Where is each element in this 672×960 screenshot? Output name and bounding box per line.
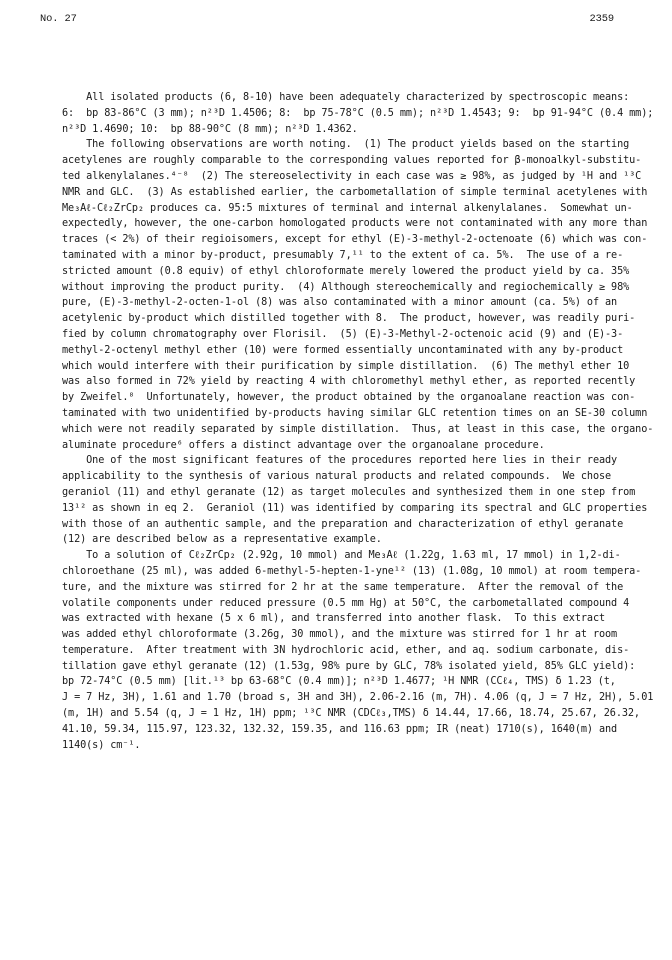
text-line: The following observations are worth noting. (1) The product yields based on the starting	[62, 139, 630, 151]
text-line: (m, 1H) and 5.54 (q, J = 1 Hz, 1H) ppm; ¹³C NMR (CDCℓ₃,TMS) δ 14.44, 17.66, 18.74, 25.67, 26.32,	[62, 708, 640, 720]
text-line: acetylenic by-product which distilled together with 8. The product, however, was readily puri-	[62, 313, 636, 325]
text-line: methyl-2-octenyl methyl ether (10) were formed essentially uncontaminated with any by-product	[62, 344, 624, 356]
text-line: Me₃Aℓ-Cℓ₂ZrCp₂ produces ca. 95:5 mixtures of terminal and internal alkenylalanes. Somewhat un-	[62, 202, 633, 214]
text-line: (12) are described below as a representative example.	[62, 534, 382, 546]
text-line: with those of an authentic sample, and the preparation and characterization of ethyl geranate	[62, 518, 624, 530]
text-line: geraniol (11) and ethyl geranate (12) as target molecules and synthesized them in one step from	[62, 486, 636, 498]
article-body	[62, 90, 654, 769]
text-line: chloroethane (25 ml), was added 6-methyl-5-hepten-1-yne¹² (13) (1.08g, 10 mmol) at room tempera-	[62, 565, 642, 577]
text-line: All isolated products (6, 8-10) have been adequately characterized by spectroscopic means:	[62, 92, 630, 103]
page-number: 2359	[589, 13, 614, 25]
text-line: bp 72-74°C (0.5 mm) [lit.¹³ bp 63-68°C (0.4 mm)]; n²³D 1.4677; ¹H NMR (CCℓ₄, TMS) δ 1.23 (t,	[62, 676, 616, 688]
text-line: 13¹² as shown in eq 2. Geraniol (11) was identified by comparing its spectral and GLC properties	[62, 502, 648, 514]
text-line: temperature. After treatment with 3N hydrochloric acid, ether, and aq. sodium carbonate, dis-	[62, 644, 630, 656]
text-line: by Zweifel.⁸ Unfortunately, however, the product obtained by the organoalane reaction was con-	[62, 392, 636, 404]
text-line: 1140(s) cm⁻¹.	[62, 739, 141, 751]
text-line: J = 7 Hz, 3H), 1.61 and 1.70 (broad s, 3H and 3H), 2.06-2.16 (m, 7H). 4.06 (q, J = 7 Hz, 2H), 5.01	[62, 692, 654, 704]
text-line: pure, (E)-3-methyl-2-octen-1-ol (8) was also contaminated with a minor amount (ca. 5%) of an	[62, 297, 618, 309]
text-line: which would interfere with their purification by simple distillation. (6) The methyl ether 10	[62, 360, 630, 372]
text-line: volatile components under reduced pressure (0.5 mm Hg) at 50°C, the carbometallated compound 4	[62, 597, 630, 609]
text-line: was also formed in 72% yield by reacting 4 with chloromethyl methyl ether, as reported recently	[62, 376, 636, 388]
text-line: ted alkenylalanes.⁴⁻⁸ (2) The stereoselectivity in each case was ≥ 98%, as judged by ¹H and ¹³C	[62, 170, 642, 182]
text-line	[62, 753, 639, 769]
text-line: without improving the product purity. (4) Although stereochemically and regiochemically ≥ 98%	[62, 281, 630, 293]
text-line: 6: bp 83-86°C (3 mm); n²³D 1.4506; 8: bp 75-78°C (0.5 mm); n²³D 1.4543; 9: bp 91-94°C (0.4 mm);	[62, 107, 654, 119]
text-line: n²³D 1.4690; 10: bp 88-90°C (8 mm); n²³D 1.4362.	[62, 123, 358, 135]
text-line: taminated with two unidentified by-products having similar GLC retention times on an SE-30 column	[62, 407, 648, 419]
text-line: taminated with a minor by-product, presumably 7,¹¹ to the extent of ca. 5%. The use of a re-	[62, 249, 624, 261]
text-line: tillation gave ethyl geranate (12) (1.53g, 98% pure by GLC, 78% isolated yield, 85% GLC yield):	[62, 660, 636, 672]
text-line: One of the most significant features of the procedures reported here lies in their ready	[62, 455, 618, 467]
text-line: which were not readily separated by simple distillation. Thus, at least in this case, the organo-	[62, 423, 654, 435]
text-line: stricted amount (0.8 equiv) of ethyl chloroformate merely lowered the product yield by ca. 35%	[62, 265, 630, 277]
journal-issue-number: No. 27	[40, 13, 77, 25]
text-line: fied by column chromatography over Florisil. (5) (E)-3-Methyl-2-octenoic acid (9) and (E)-3-	[62, 328, 624, 340]
text-line: was extracted with hexane (5 x 6 ml), and transferred into another flask. To this extract	[62, 613, 606, 625]
text-line: acetylenes are roughly comparable to the corresponding values reported for β-monoalkyl-substitu-	[62, 155, 642, 167]
text-line: expectedly, however, the one-carbon homologated products were not contaminated with any more than	[62, 218, 648, 230]
text-line: was added ethyl chloroformate (3.26g, 30 mmol), and the mixture was stirred for 1 hr at room	[62, 629, 618, 641]
text-line: traces (< 2%) of their regioisomers, except for ethyl (E)-3-methyl-2-octenoate (6) which was con-	[62, 234, 648, 246]
page-header	[40, 13, 614, 29]
text-line: ture, and the mixture was stirred for 2 hr at the same temperature. After the removal of the	[62, 581, 624, 593]
text-line: 41.10, 59.34, 115.97, 123.32, 132.32, 159.35, and 116.63 ppm; IR (neat) 1710(s), 1640(m) and	[62, 723, 618, 735]
text-line: applicability to the synthesis of various natural products and related compounds. We chose	[62, 471, 612, 483]
text-line: NMR and GLC. (3) As established earlier, the carbometallation of simple terminal acetylenes with	[62, 186, 648, 198]
text-line: To a solution of Cℓ₂ZrCp₂ (2.92g, 10 mmol) and Me₃Aℓ (1.22g, 1.63 ml, 17 mmol) in 1,2-di-	[62, 550, 621, 562]
text-line: aluminate procedure⁶ offers a distinct advantage over the organoalane procedure.	[62, 439, 545, 451]
